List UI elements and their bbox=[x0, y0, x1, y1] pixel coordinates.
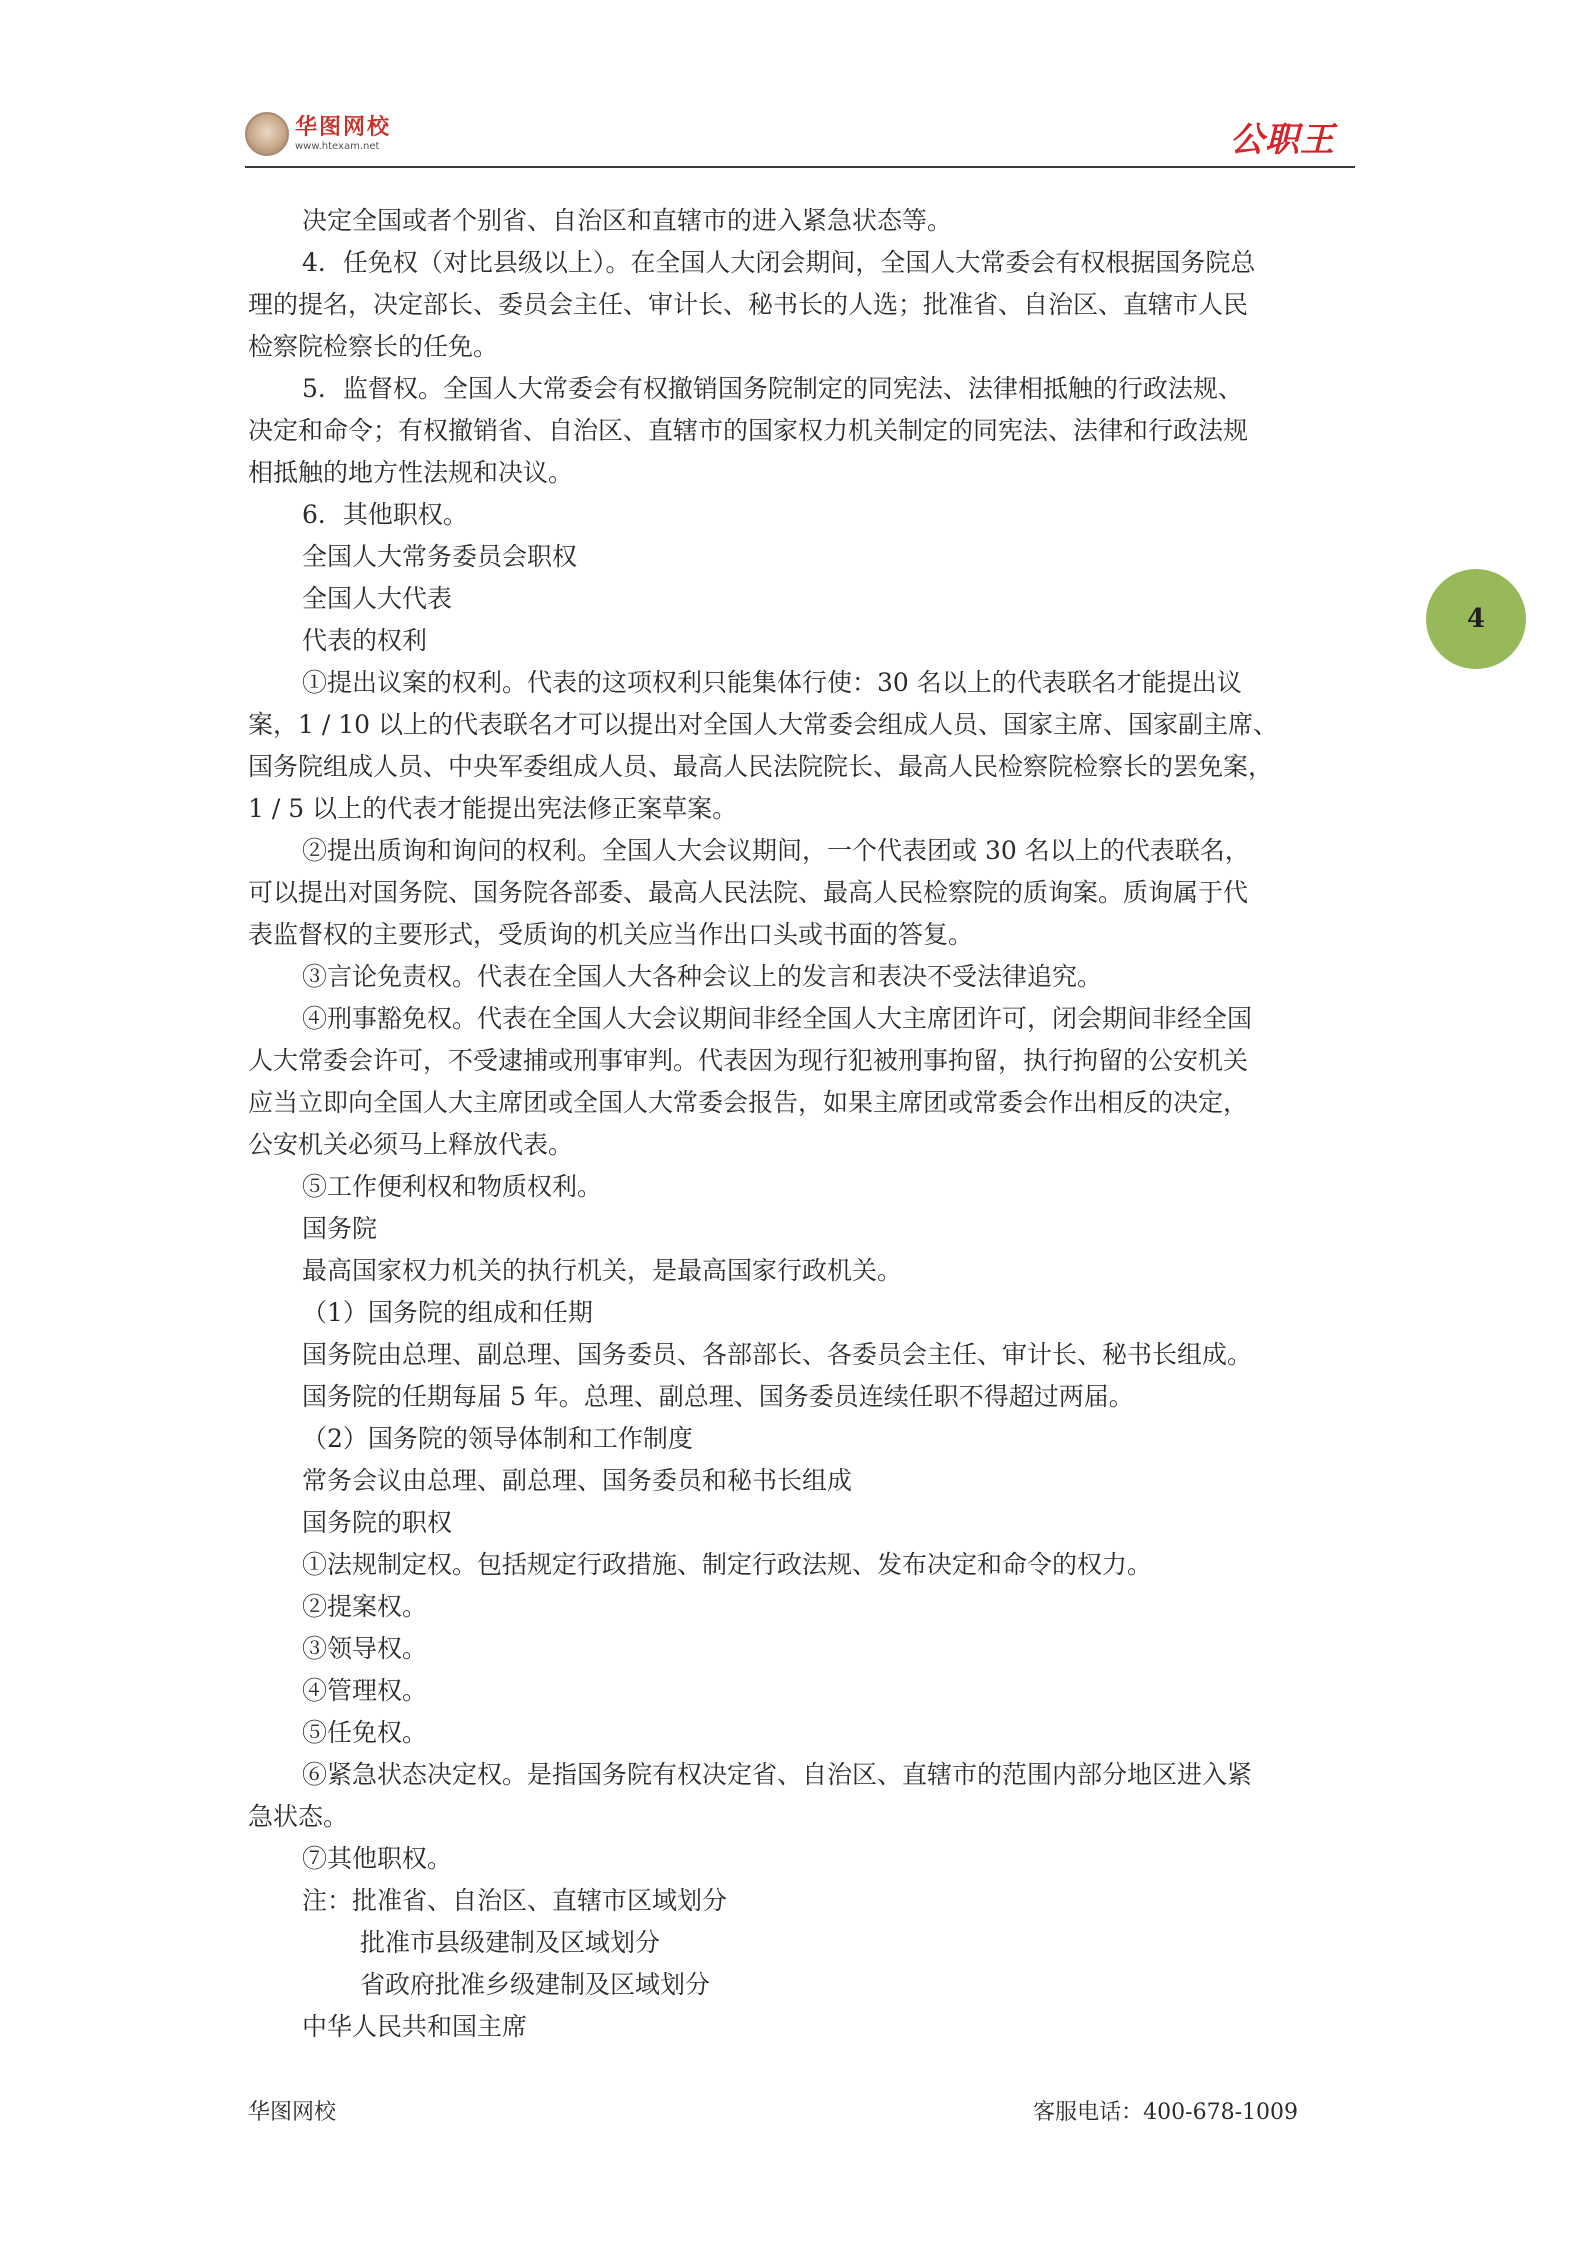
text-line: 检察院检察长的任免。 bbox=[248, 332, 499, 361]
text-line: 1 / 5 以上的代表才能提出宪法修正案草案。 bbox=[248, 794, 738, 823]
document-body bbox=[248, 200, 1360, 2048]
text-line: ⑤工作便利权和物质权利。 bbox=[302, 1172, 603, 1201]
text-line: ④管理权。 bbox=[302, 1676, 428, 1705]
text-line: ⑥紧急状态决定权。是指国务院有权决定省、自治区、直辖市的范围内部分地区进入紧 bbox=[302, 1760, 1253, 1789]
text-line: 全国人大常务委员会职权 bbox=[302, 542, 578, 571]
text-line: 中华人民共和国主席 bbox=[302, 2012, 528, 2041]
text-line: ②提出质询和询问的权利。全国人大会议期间，一个代表团或 30 名以上的代表联名， bbox=[302, 836, 1250, 865]
text-line: 表监督权的主要形式，受质询的机关应当作出口头或书面的答复。 bbox=[248, 920, 974, 949]
logo-url: www.htexam.net bbox=[295, 140, 380, 152]
emblem-icon bbox=[245, 112, 289, 156]
footer-brand: 华图网校 bbox=[248, 2100, 337, 2125]
text-line: 最高国家权力机关的执行机关，是最高国家行政机关。 bbox=[302, 1256, 903, 1285]
text-line: 国务院的职权 bbox=[302, 1508, 453, 1537]
text-line: 国务院由总理、副总理、国务委员、各部部长、各委员会主任、审计长、秘书长组成。 bbox=[302, 1340, 1253, 1369]
text-line: 国务院组成人员、中央军委组成人员、最高人民法院院长、最高人民检察院检察长的罢免案， bbox=[248, 752, 1274, 781]
text-line: 6．其他职权。 bbox=[302, 500, 468, 529]
page-header bbox=[245, 108, 1355, 168]
page-number-badge: 4 bbox=[1426, 569, 1526, 669]
text-line: 相抵触的地方性法规和决议。 bbox=[248, 458, 574, 487]
text-line: 公安机关必须马上释放代表。 bbox=[248, 1130, 574, 1159]
text-line: 急状态。 bbox=[248, 1802, 349, 1831]
text-line: 全国人大代表 bbox=[302, 584, 453, 613]
footer-phone: 客服电话：400-678-1009 bbox=[1033, 2100, 1298, 2125]
text-line: ⑦其他职权。 bbox=[302, 1844, 453, 1873]
text-line: 常务会议由总理、副总理、国务委员和秘书长组成 bbox=[302, 1466, 853, 1495]
text-line: 可以提出对国务院、国务院各部委、最高人民法院、最高人民检察院的质询案。质询属于代 bbox=[248, 878, 1249, 907]
text-line: 国务院的任期每届 5 年。总理、副总理、国务委员连续任职不得超过两届。 bbox=[302, 1382, 1134, 1411]
text-line: 5．监督权。全国人大常委会有权撤销国务院制定的同宪法、法律相抵触的行政法规、 bbox=[302, 374, 1243, 403]
logo-name: 华图网校 bbox=[295, 114, 392, 140]
text-line: 批准市县级建制及区域划分 bbox=[360, 1928, 661, 1957]
text-line: 案，1 / 10 以上的代表联名才可以提出对全国人大常委会组成人员、国家主席、国家副主席、 bbox=[248, 710, 1278, 739]
text-line: 理的提名，决定部长、委员会主任、审计长、秘书长的人选；批准省、自治区、直辖市人民 bbox=[248, 290, 1249, 319]
gongzhiwang-logo: 公职王 bbox=[1230, 120, 1335, 160]
text-line: 省政府批准乡级建制及区域划分 bbox=[360, 1970, 711, 1999]
text-line: 注：批准省、自治区、直辖市区域划分 bbox=[302, 1886, 728, 1915]
text-line: ①提出议案的权利。代表的这项权利只能集体行使：30 名以上的代表联名才能提出议 bbox=[302, 668, 1242, 697]
text-line: 决定和命令；有权撤销省、自治区、直辖市的国家权力机关制定的同宪法、法律和行政法规 bbox=[248, 416, 1249, 445]
text-line: ①法规制定权。包括规定行政措施、制定行政法规、发布决定和命令的权力。 bbox=[302, 1550, 1153, 1579]
text-line: ③言论免责权。代表在全国人大各种会议上的发言和表决不受法律追究。 bbox=[302, 962, 1103, 991]
text-line: （2）国务院的领导体制和工作制度 bbox=[302, 1424, 693, 1453]
text-line: 应当立即向全国人大主席团或全国人大常委会报告，如果主席团或常委会作出相反的决定， bbox=[248, 1088, 1249, 1117]
text-line: 决定全国或者个别省、自治区和直辖市的进入紧急状态等。 bbox=[302, 206, 953, 235]
text-line: ④刑事豁免权。代表在全国人大会议期间非经全国人大主席团许可，闭会期间非经全国 bbox=[302, 1004, 1253, 1033]
text-line: ③领导权。 bbox=[302, 1634, 428, 1663]
text-line: ⑤任免权。 bbox=[302, 1718, 428, 1747]
text-line: ②提案权。 bbox=[302, 1592, 428, 1621]
header-divider bbox=[245, 166, 1355, 168]
text-line: （1）国务院的组成和任期 bbox=[302, 1298, 593, 1327]
text-line: 4．任免权（对比县级以上）。在全国人大闭会期间，全国人大常委会有权根据国务院总 bbox=[302, 248, 1256, 277]
htexam-logo bbox=[245, 112, 391, 156]
text-line: 国务院 bbox=[302, 1214, 378, 1243]
text-line: 人大常委会许可，不受逮捕或刑事审判。代表因为现行犯被刑事拘留，执行拘留的公安机关 bbox=[248, 1046, 1249, 1075]
text-line: 代表的权利 bbox=[302, 626, 428, 655]
